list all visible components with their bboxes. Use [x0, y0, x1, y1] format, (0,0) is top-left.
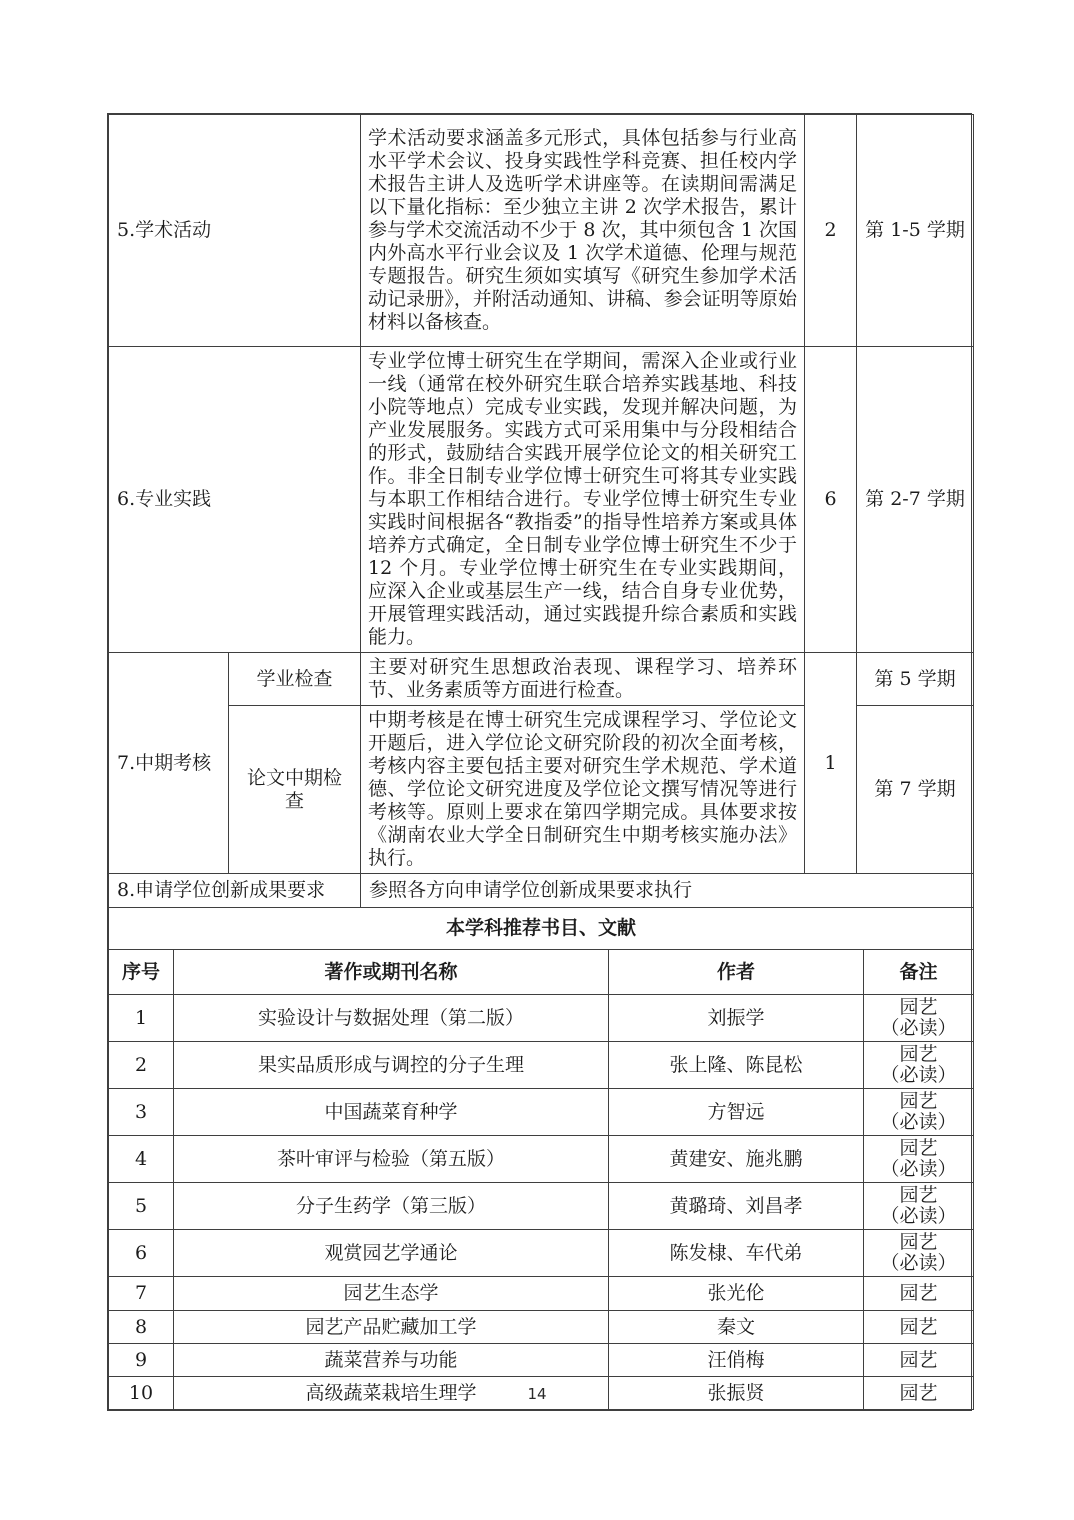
book-note: 园艺 [864, 1377, 974, 1410]
book-row [109, 1230, 974, 1277]
book-author: 张光伦 [609, 1277, 864, 1311]
book-note: 园艺 [864, 1277, 974, 1311]
book-no: 5 [109, 1183, 174, 1230]
book-note: 园艺 [864, 1344, 974, 1377]
book-row [109, 1089, 974, 1136]
book-note-line2: （必读） [880, 1017, 957, 1039]
book-no: 3 [109, 1089, 174, 1136]
book-author: 张上隆、陈昆松 [609, 1042, 864, 1089]
table-row [109, 874, 974, 908]
book-row [109, 1042, 974, 1089]
row6-credit: 6 [805, 347, 857, 653]
book-no: 2 [109, 1042, 174, 1089]
book-note [864, 995, 974, 1042]
book-title: 高级蔬菜栽培生理学 [174, 1377, 609, 1410]
table-row [109, 347, 974, 653]
bibliography-band-title: 本学科推荐书目、文献 [109, 908, 974, 950]
book-author: 黄璐琦、刘昌孝 [609, 1183, 864, 1230]
book-no: 1 [109, 995, 174, 1042]
document-tables [107, 113, 972, 1411]
book-no: 9 [109, 1344, 174, 1377]
table-row [109, 115, 974, 347]
book-note-line1: 园艺 [899, 996, 938, 1018]
books-header-row [109, 950, 974, 995]
book-note-line2: （必读） [880, 1252, 957, 1274]
book-row [109, 1136, 974, 1183]
row5-description: 学术活动要求涵盖多元形式，具体包括参与行业高水平学术会议、投身实践性学科竞赛、担任校内学术报告主讲人及选听学术讲座等。在读期间需满足以下量化指标：至少独立主讲 2 次学术报告，累计参与学术交流活动不少于 8 次，其中须包含 1 次国内外高水平行业会议及 1 次学术道德、伦理与规范专题报告。研究生须如实填写《研究生参加学术活动记录册》，并附活动通知、讲稿、参会证明等原始材料以备核查。 [361, 115, 805, 347]
row8-label: 8.申请学位创新成果要求 [109, 874, 361, 908]
book-note [864, 1183, 974, 1230]
page-number: 14 [527, 1385, 547, 1403]
book-row [109, 1344, 974, 1377]
book-note [864, 1042, 974, 1089]
row7-sub1-semester: 第 5 学期 [857, 653, 974, 706]
book-note-line2: （必读） [880, 1158, 957, 1180]
row7-sub2-label-text: 论文中期检查 [246, 766, 342, 812]
book-author: 刘振学 [609, 995, 864, 1042]
book-title: 分子生药学（第三版） [174, 1183, 609, 1230]
row7-credit: 1 [805, 653, 857, 874]
row5-label: 5.学术活动 [109, 115, 361, 347]
book-note-line1: 园艺 [899, 1184, 938, 1206]
book-note-line1: 园艺 [899, 1090, 938, 1112]
table-row [109, 653, 974, 706]
book-note [864, 1136, 974, 1183]
books-table [108, 949, 974, 1410]
row7-sub2-semester: 第 7 学期 [857, 706, 974, 874]
book-note-line1: 园艺 [899, 1137, 938, 1159]
row7-sub1-label: 学业检查 [229, 653, 361, 706]
row6-description: 专业学位博士研究生在学期间，需深入企业或行业一线（通常在校外研究生联合培养实践基地、科技小院等地点）完成专业实践，发现并解决问题，为产业发展服务。实践方式可采用集中与分段相结合的形式，鼓励结合实践开展学位论文的相关研究工作。非全日制专业学位博士研究生可将其专业实践与本职工作相结合进行。专业学位博士研究生专业实践时间根据各“教指委”的指导性培养方案或具体培养方式确定，全日制专业学位博士研究生不少于 12 个月。专业学位博士研究生在专业实践期间，应深入企业或基层生产一线，结合自身专业优势，开展管理实践活动，通过实践提升综合素质和实践能力。 [361, 347, 805, 653]
book-no: 8 [109, 1311, 174, 1344]
book-note-line1: 园艺 [899, 1231, 938, 1253]
book-author: 秦文 [609, 1311, 864, 1344]
book-author: 张振贤 [609, 1377, 864, 1410]
books-header-title: 著作或期刊名称 [174, 950, 609, 995]
book-no: 7 [109, 1277, 174, 1311]
row7-sub2-label [229, 706, 361, 874]
table-row [109, 908, 974, 950]
book-author: 汪俏梅 [609, 1344, 864, 1377]
book-title: 茶叶审评与检验（第五版） [174, 1136, 609, 1183]
book-row [109, 1311, 974, 1344]
book-title: 观赏园艺学通论 [174, 1230, 609, 1277]
book-no: 6 [109, 1230, 174, 1277]
books-header-no: 序号 [109, 950, 174, 995]
book-no: 10 [109, 1377, 174, 1410]
book-title: 实验设计与数据处理（第二版） [174, 995, 609, 1042]
book-title: 中国蔬菜育种学 [174, 1089, 609, 1136]
row5-credit: 2 [805, 115, 857, 347]
book-row [109, 1277, 974, 1311]
row5-semester: 第 1-5 学期 [857, 115, 974, 347]
book-note: 园艺 [864, 1311, 974, 1344]
book-note-line2: （必读） [880, 1111, 957, 1133]
book-no: 4 [109, 1136, 174, 1183]
book-title: 园艺产品贮藏加工学 [174, 1311, 609, 1344]
books-header-author: 作者 [609, 950, 864, 995]
book-note-line2: （必读） [880, 1064, 957, 1086]
books-header-note: 备注 [864, 950, 974, 995]
row6-semester: 第 2-7 学期 [857, 347, 974, 653]
row8-description: 参照各方向申请学位创新成果要求执行 [361, 874, 974, 908]
book-note-line2: （必读） [880, 1205, 957, 1227]
book-row [109, 1183, 974, 1230]
book-author: 陈发棣、车代弟 [609, 1230, 864, 1277]
book-note [864, 1230, 974, 1277]
book-note [864, 1089, 974, 1136]
book-author: 方智远 [609, 1089, 864, 1136]
row7-sub2-description: 中期考核是在博士研究生完成课程学习、学位论文开题后，进入学位论文研究阶段的初次全面考核，考核内容主要包括主要对研究生学术规范、学术道德、学位论文研究进度及学位论文撰写情况等进行考核等。原则上要求在第四学期完成。具体要求按《湖南农业大学全日制研究生中期考核实施办法》执行。 [361, 706, 805, 874]
book-note-line1: 园艺 [899, 1043, 938, 1065]
training-table [108, 114, 974, 950]
row6-label: 6.专业实践 [109, 347, 361, 653]
row7-label: 7.中期考核 [109, 653, 229, 874]
row7-sub1-description: 主要对研究生思想政治表现、课程学习、培养环节、业务素质等方面进行检查。 [361, 653, 805, 706]
book-row [109, 995, 974, 1042]
book-title: 果实品质形成与调控的分子生理 [174, 1042, 609, 1089]
book-author: 黄建安、施兆鹏 [609, 1136, 864, 1183]
book-title: 园艺生态学 [174, 1277, 609, 1311]
book-title: 蔬菜营养与功能 [174, 1344, 609, 1377]
